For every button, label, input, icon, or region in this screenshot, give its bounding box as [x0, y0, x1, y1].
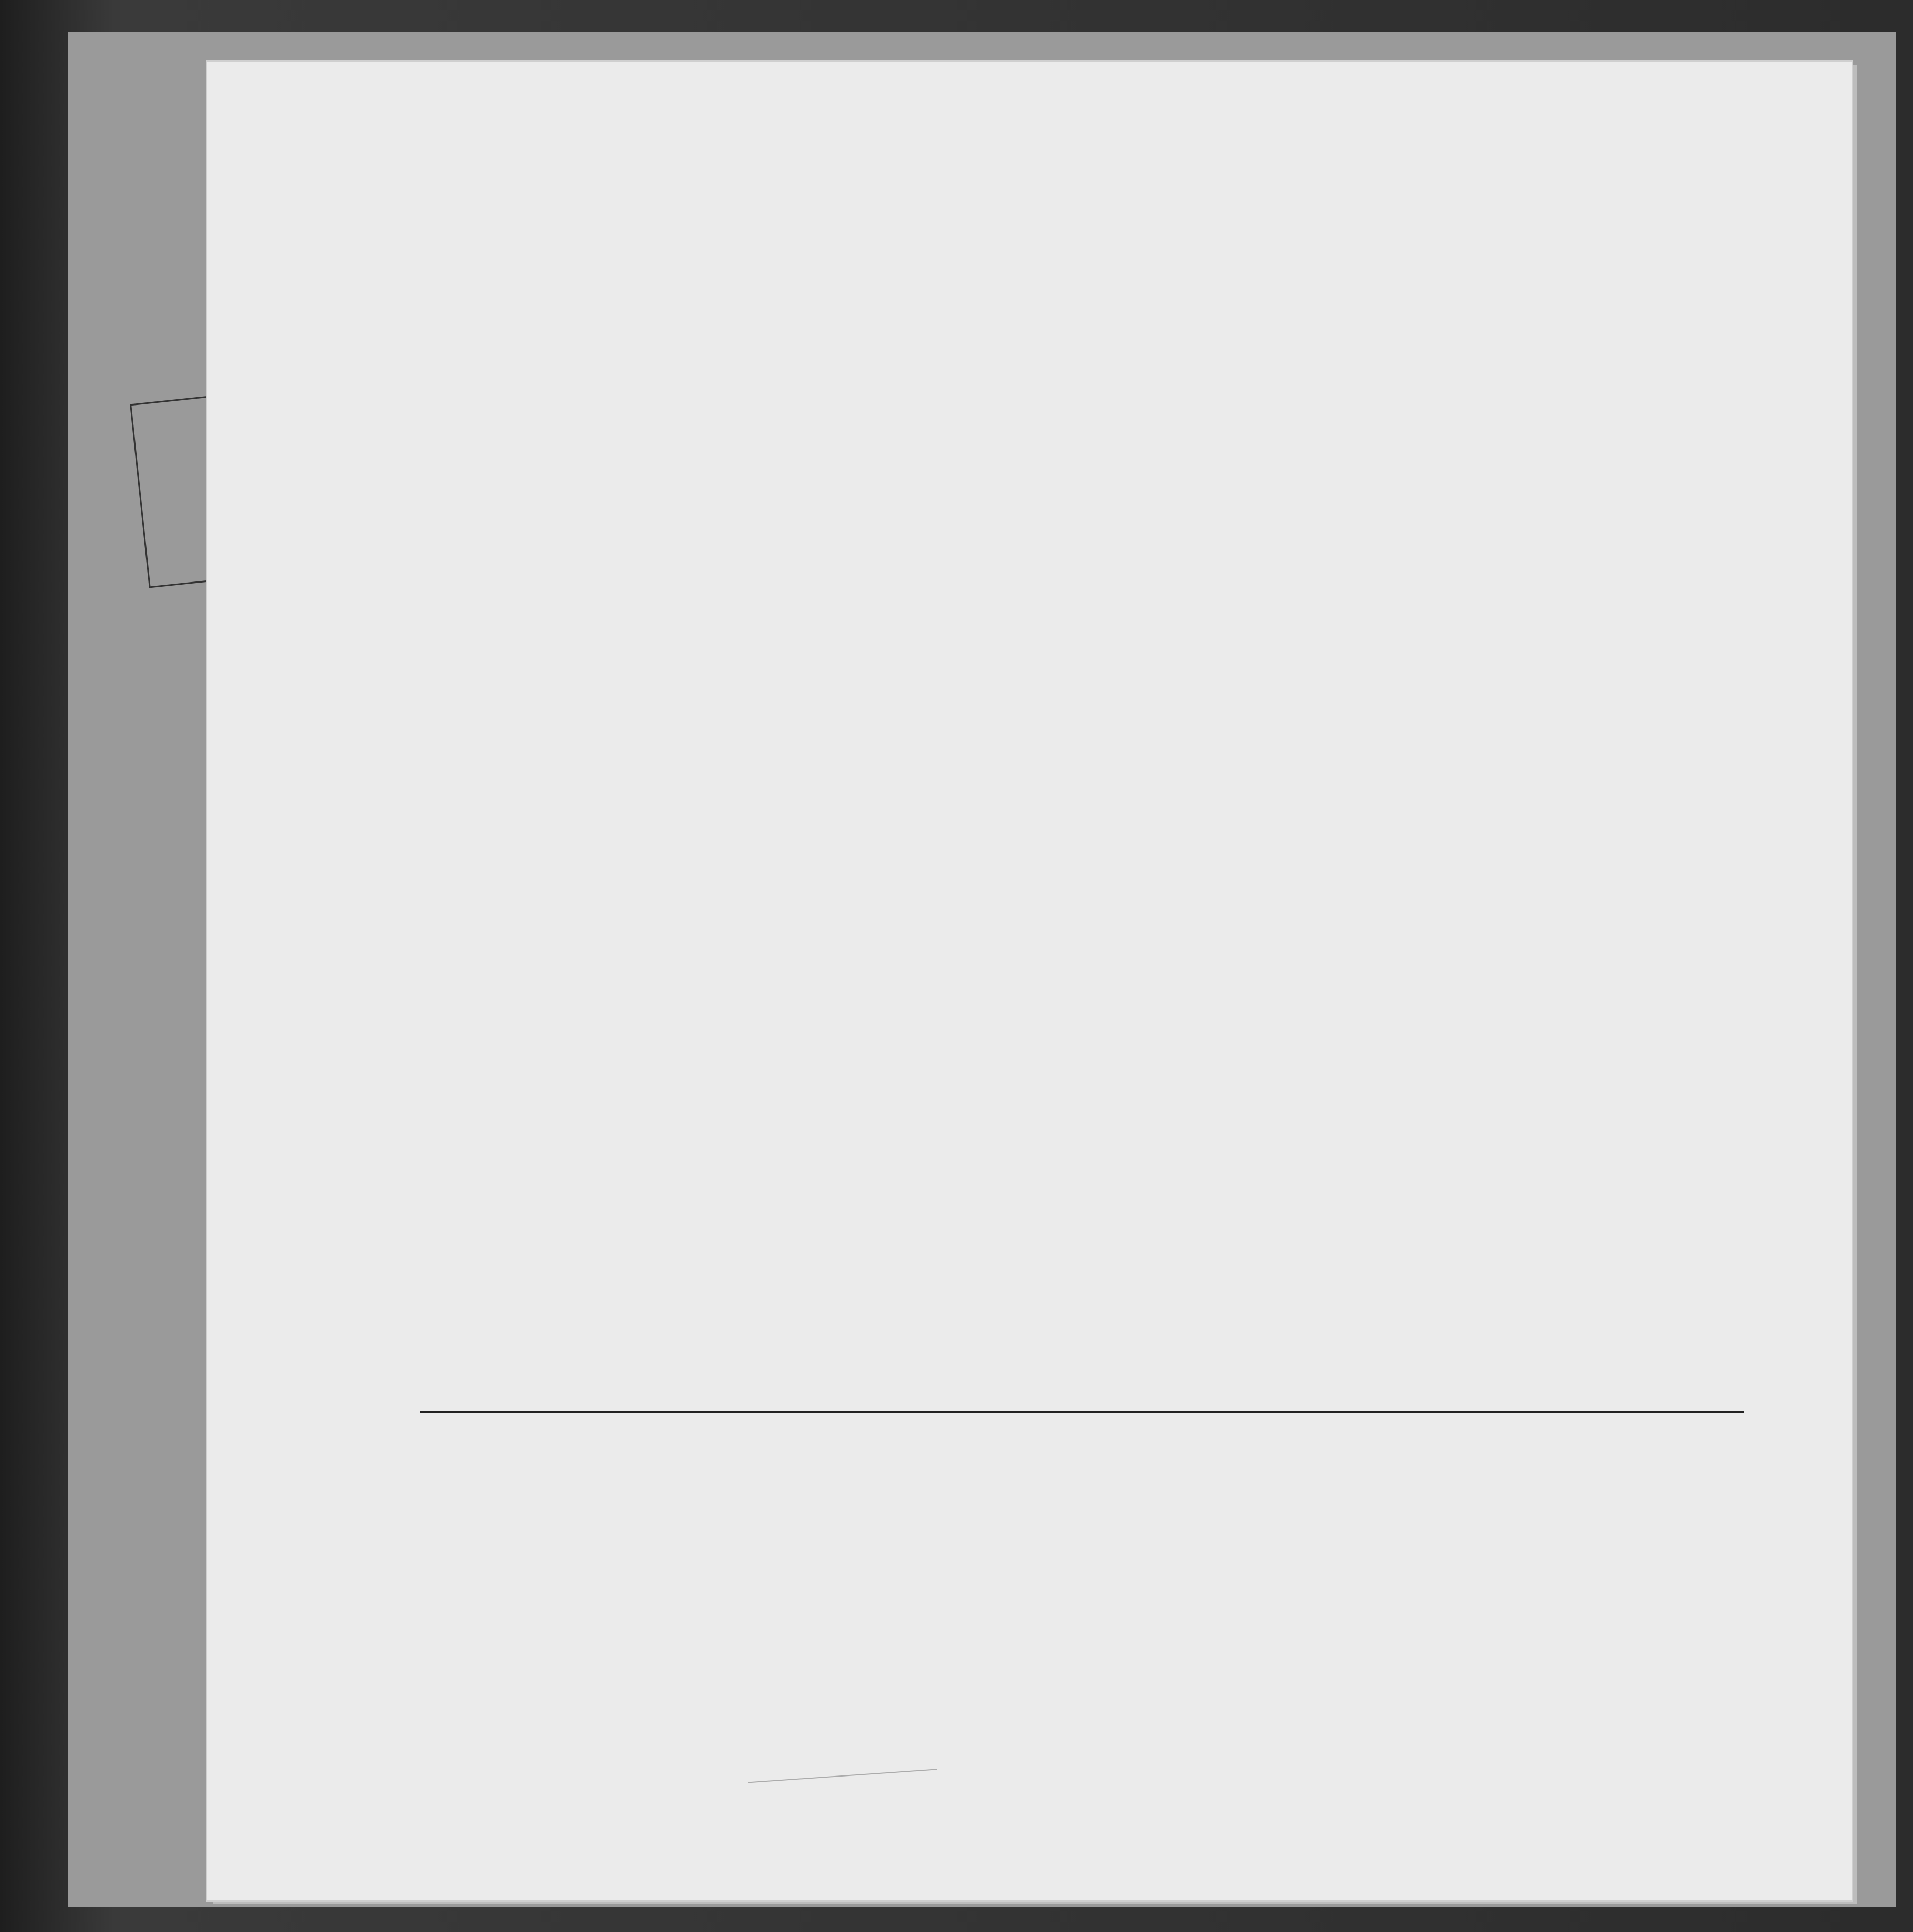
pencil-signature-scribble	[744, 1706, 937, 1783]
crew-manifest-table	[231, 323, 1813, 1795]
strikethrough-line	[420, 1411, 1744, 1413]
